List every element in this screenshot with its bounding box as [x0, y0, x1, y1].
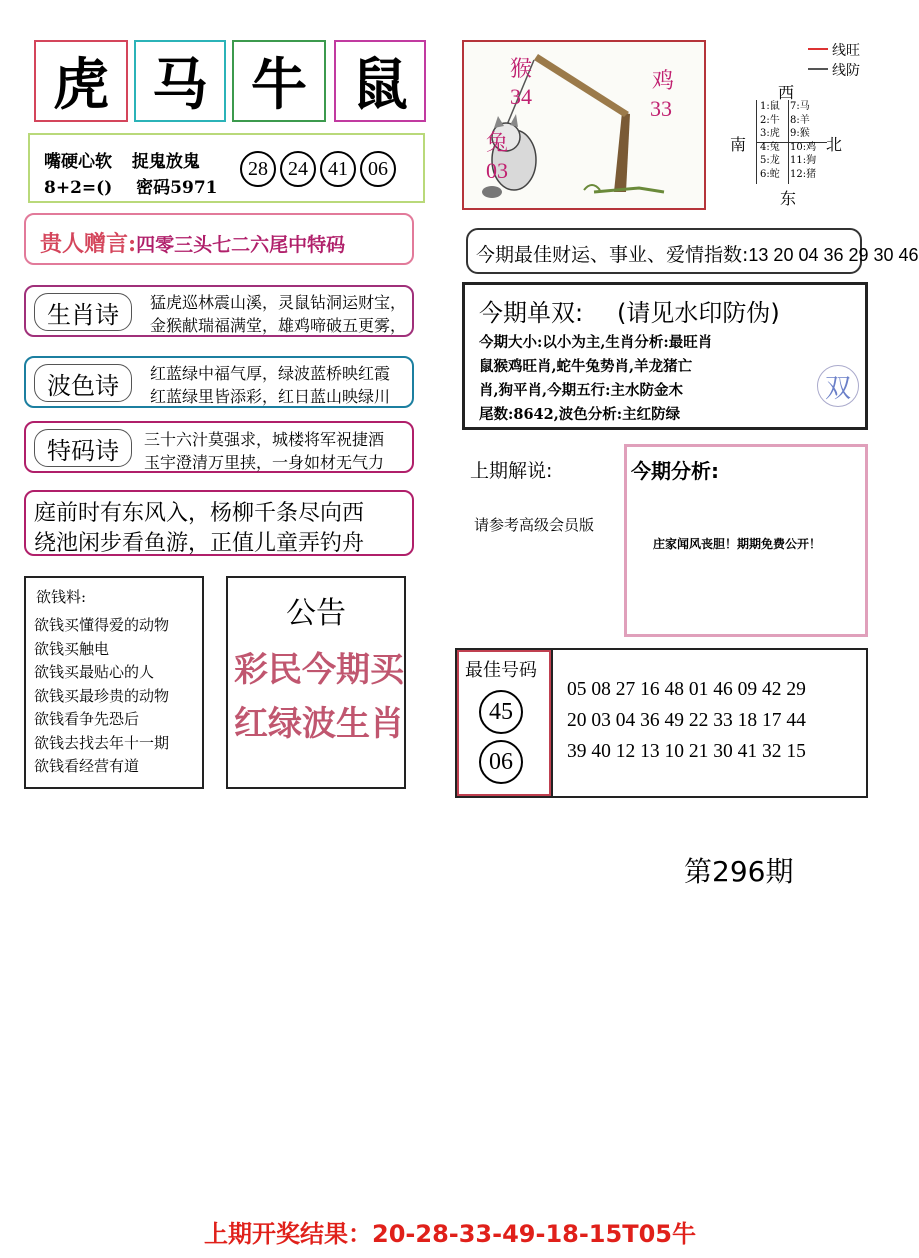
shengxiao-poem-label: 生肖诗	[34, 293, 132, 331]
hint-text: 捉鬼放鬼	[131, 152, 200, 172]
compass-north: 北	[826, 135, 843, 154]
yuqian-item: 欲钱看争先恐后	[34, 710, 140, 728]
yuqian-title: 欲钱料:	[36, 588, 87, 606]
watermark-stamp: 双	[817, 365, 859, 407]
notice-line: 彩民今期买	[234, 650, 404, 690]
danshuang-title: 今期单双:	[479, 299, 584, 327]
picture-num-rooster: 33	[650, 96, 672, 121]
last-period-title: 上期解说:	[470, 460, 553, 482]
compass-east: 东	[780, 189, 797, 208]
notice-line: 红绿波生肖	[234, 704, 404, 744]
number-ball: 06	[360, 151, 396, 187]
hint-equation: 8+2=()	[44, 178, 113, 198]
verse-box	[24, 490, 414, 556]
number-ball: 41	[320, 151, 356, 187]
best-number-grid	[567, 674, 806, 767]
picture-num-monkey: 34	[510, 84, 532, 109]
danshuang-subtitle: (请见水印防伪)	[617, 299, 780, 327]
best-ball: 45	[479, 690, 523, 734]
legend-red-line	[808, 48, 828, 50]
analysis-text: 庄家闻风丧胆！期期免费公开！	[653, 537, 822, 551]
number-ball: 28	[240, 151, 276, 187]
shengxiao-poem-box	[24, 285, 414, 337]
best-ball: 06	[479, 740, 523, 784]
best-numbers-box	[455, 648, 868, 798]
picture-label-rabbit: 兔	[486, 131, 509, 156]
danshuang-line: 今期大小:以小为主,生肖分析:最旺肖	[479, 334, 713, 351]
last-period-text: 请参考高级会员版	[474, 516, 595, 534]
guiren-box	[24, 213, 414, 265]
compass-west: 西	[778, 83, 795, 102]
legend-label: 线防	[832, 63, 860, 79]
fortune-box	[466, 228, 919, 274]
yuqian-item: 欲钱看经营有道	[34, 757, 140, 775]
bose-poem-label: 波色诗	[34, 364, 132, 402]
danshuang-lines	[479, 331, 712, 427]
best-row: 05 08 27 16 48 01 46 09 42 29	[567, 679, 806, 700]
poem-line: 三十六汁莫强求，城楼将军祝捷酒	[144, 430, 385, 449]
picture-label-rooster: 鸡	[652, 69, 675, 94]
last-result: 上期开奖结果：20-28-33-49-18-15T05牛	[204, 1220, 696, 1248]
hint-text: 嘴硬心软	[44, 152, 112, 172]
guiren-label: 贵人赠言:	[40, 231, 137, 257]
best-row: 20 03 04 36 49 22 33 18 17 44	[567, 710, 806, 731]
picture-num-rabbit: 03	[486, 158, 508, 183]
tema-poem-box	[24, 421, 414, 473]
zodiac-horse: 马	[134, 40, 226, 122]
number-ball: 24	[280, 151, 316, 187]
danshuang-box	[462, 282, 868, 430]
yuqian-item: 欲钱去找去年十一期	[34, 733, 170, 752]
best-row: 39 40 12 13 10 21 30 41 32 15	[567, 741, 806, 762]
bose-poem-box	[24, 356, 414, 408]
legend-dark-line	[808, 68, 828, 70]
verse-line: 绕池闲步看鱼游，正值儿童弄钓舟	[34, 531, 365, 556]
compass	[720, 40, 890, 210]
zodiac-tiger: 虎	[34, 40, 128, 122]
yuqian-item: 欲钱买最珍贵的动物	[34, 686, 170, 705]
cartoon-picture	[462, 40, 706, 210]
poem-line: 金猴献瑞福满堂，雄鸡啼破五更雾，	[150, 316, 407, 335]
notice-title: 公告	[286, 596, 346, 631]
notice-box	[226, 576, 406, 789]
zodiac-ox: 牛	[232, 40, 326, 122]
danshuang-line: 鼠猴鸡旺肖,蛇牛兔势肖,羊龙猪亡	[479, 358, 693, 375]
yuqian-item: 欲钱买触电	[34, 639, 110, 658]
yuqian-item: 欲钱买最贴心的人	[34, 663, 155, 681]
fortune-numbers: 13 20 04 36 29 30 46	[748, 245, 919, 265]
yuqian-box	[24, 576, 204, 789]
hint-password: 密码5971	[136, 178, 218, 198]
zodiac-rat: 鼠	[334, 40, 426, 122]
danshuang-line: 肖,狗平肖,今期五行:主水防金木	[479, 382, 683, 399]
period-number: 第296期	[684, 855, 794, 888]
verse-line: 庭前时有东风入，杨柳千条尽向西	[34, 501, 365, 526]
compass-left-col: 1:鼠 2:牛 3:虎 4:兔 5:龙 6:蛇	[760, 101, 780, 180]
legend-label: 线旺	[832, 43, 860, 59]
fortune-text: 今期最佳财运、事业、爱情指数:	[476, 244, 749, 266]
compass-right-col: 7:马 8:羊 9:猴 10:鸡 11:狗 12:猪	[790, 101, 817, 180]
guiren-text: 四零三头七二六尾中特码	[136, 234, 346, 256]
best-left-panel	[457, 650, 551, 796]
poem-line: 红蓝绿中福气厚，绿波蓝桥映红霞	[150, 364, 391, 383]
danshuang-line: 尾数:8642,波色分析:主红防绿	[479, 406, 681, 423]
poem-line: 红蓝绿里皆添彩，红日蓝山映绿川	[150, 387, 391, 406]
poem-line: 猛虎巡林震山溪，灵鼠钻洞运财宝，	[150, 293, 407, 312]
tema-poem-label: 特码诗	[34, 429, 132, 467]
hint-box	[28, 133, 425, 203]
yuqian-item: 欲钱买懂得爱的动物	[34, 616, 170, 634]
analysis-box	[624, 444, 868, 637]
hint-numbers	[240, 151, 400, 187]
yuqian-list	[34, 614, 169, 779]
poem-line: 玉宇澄清万里挟，一身如材无气力	[144, 453, 385, 472]
picture-label-monkey: 猴	[510, 57, 533, 82]
compass-south: 南	[730, 135, 747, 154]
analysis-title: 今期分析:	[631, 459, 719, 483]
best-title: 最佳号码	[465, 660, 537, 681]
